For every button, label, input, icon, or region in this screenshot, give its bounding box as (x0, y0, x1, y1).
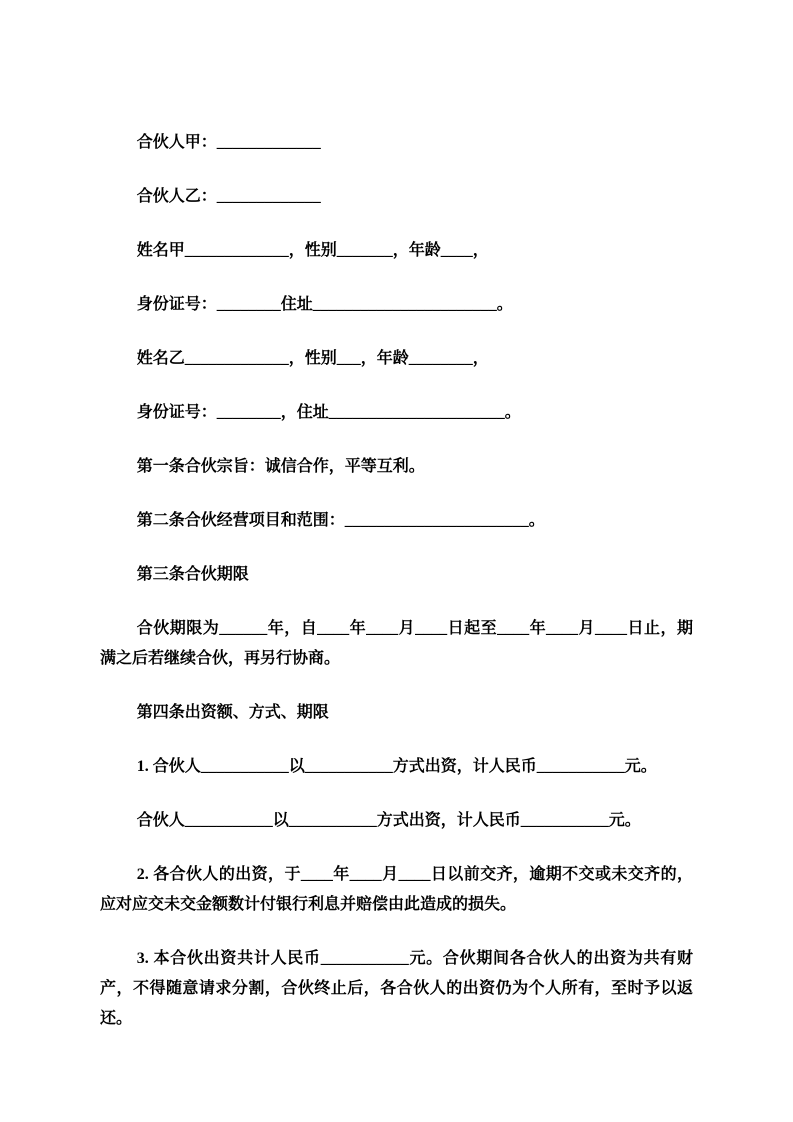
paragraph: 合伙人甲：_____________ (136, 134, 321, 151)
paragraph: 3. 本合伙出资共计人民币___________元。合伙期间各合伙人的出资为共有财产，不得随意请求分割，合伙终止后，各合伙人的出资仍为个人所有，至时予以返还。 (100, 950, 693, 1027)
paragraph: 姓名乙_____________，性别___，年龄________， (136, 350, 489, 367)
paragraph: 1. 合伙人___________以___________方式出资，计人民币___________元。 (136, 758, 657, 775)
paragraph: 身份证号：________，住址______________________。 (136, 404, 521, 421)
paragraph: 合伙人乙：_____________ (136, 188, 321, 205)
paragraph: 身份证号：________住址_______________________。 (136, 296, 513, 313)
clause-heading: 第一条合伙宗旨：诚信合作，平等互利。 (136, 458, 425, 475)
clause-heading: 第二条合伙经营项目和范围：_______________________。 (136, 512, 545, 529)
clause-heading: 第三条合伙期限 (136, 566, 249, 583)
paragraph: 合伙人___________以___________方式出资，计人民币___________元。 (136, 812, 641, 829)
clause-heading: 第四条出资额、方式、期限 (136, 704, 329, 721)
paragraph: 姓名甲_____________，性别_______，年龄____， (136, 242, 489, 259)
paragraph: 2. 各合伙人的出资，于____年____月____日以前交齐，逾期不交或未交齐的，应对应交未交金额数计付银行利息并赔偿由此造成的损失。 (100, 866, 693, 913)
document-body (100, 128, 693, 1034)
paragraph: 合伙期限为______年，自____年____月____日起至____年____月____日止，期满之后若继续合伙，再另行协商。 (100, 620, 693, 667)
